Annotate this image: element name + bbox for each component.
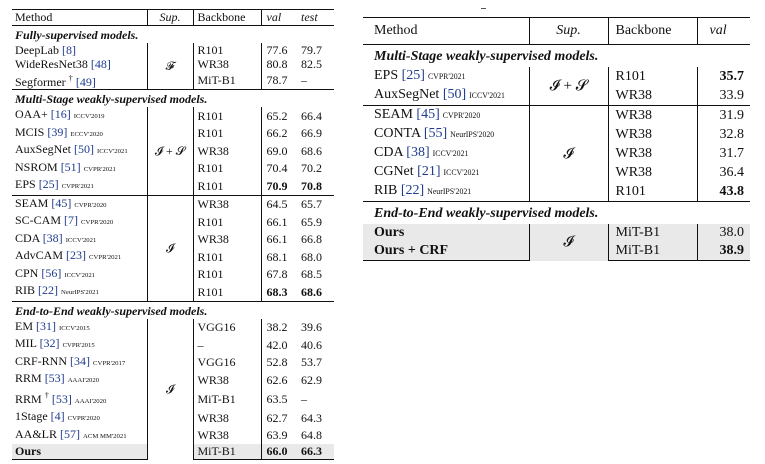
method-name: Ours [15,444,42,458]
citation-link[interactable]: [53] [51,391,72,406]
venue-label: NeurIPS'2020 [450,130,495,139]
method-name: Segformer [15,74,66,89]
venue-label: CVPR'2020 [67,415,100,422]
method-cell [12,43,147,58]
citation-link[interactable]: [39] [47,124,68,139]
backbone-cell: R101 [193,213,261,231]
val-score-cell: 78.7 [261,72,297,90]
backbone-cell: WR38 [608,144,697,163]
val-score-cell: 43.8 [697,182,750,202]
dagger-mark: † [44,390,49,400]
method-cell [12,142,147,160]
test-score-cell: 82.5 [301,57,322,71]
method-name: NSROM [15,159,58,174]
test-score-cell: 65.7 [297,195,334,213]
method-cell [12,107,147,125]
left-header-row [12,10,334,26]
method-name: AA&LR [15,426,57,441]
method-cell [12,160,147,178]
venue-label: ICCV'2021 [97,148,128,155]
method-name: CPN [15,265,39,280]
right-header-sup: Sup. [529,18,608,45]
table-row [12,195,334,213]
test-score-cell: 64.3 [301,410,322,425]
venue-label: CVPR'2021 [61,183,94,190]
backbone-cell: R101 [193,107,261,125]
method-name: MIL [15,336,37,350]
backbone-cell: WR38 [608,125,697,144]
citation-link[interactable]: [8] [61,42,76,57]
method-cell [12,371,147,389]
method-name: EM [15,318,33,333]
citation-link[interactable]: [7] [64,213,79,227]
backbone-cell: R101 [193,283,261,301]
method-name: CDA [15,230,40,245]
test-score-cell: 70.2 [301,161,322,175]
venue-label: ICCV'2015 [59,324,90,332]
venue-label: ECCV'2020 [70,130,103,138]
val-score-cell: 63.9 [261,427,297,445]
backbone-cell: MiT-B1 [193,389,261,410]
val-score-cell: 42.0 [261,336,297,354]
citation-link[interactable]: [55] [423,126,448,141]
backbone-cell: – [193,336,261,354]
method-name: RRM [15,371,42,385]
val-score-cell: 66.2 [261,125,297,143]
method-cell [12,319,147,337]
method-cell [363,67,529,86]
backbone-cell: MiT-B1 [608,224,697,242]
method-cell [12,283,147,301]
val-score-cell: 31.7 [697,144,750,163]
method-name: EPS [15,177,36,191]
backbone-cell: R101 [193,43,261,58]
method-name: DeepLab [15,42,59,57]
method-cell [363,144,529,163]
method-name: EPS [374,68,399,83]
citation-link[interactable]: [56] [41,265,62,280]
method-name: OAA+ [15,107,48,121]
method-name: AdvCAM [15,248,64,262]
val-score-cell: 68.3 [261,283,297,301]
method-cell [12,195,147,213]
backbone-cell: R101 [193,248,261,266]
venue-label: AAAI'2020 [74,397,107,405]
test-score-cell: 68.6 [301,284,322,299]
backbone-cell: MiT-B1 [193,72,261,90]
method-name: AuxSegNet [374,87,440,102]
group-title-row [363,202,750,225]
method-cell [12,444,147,459]
method-cell [363,86,529,106]
venue-label: CVPR'2021 [89,254,122,261]
val-score-cell: 38.9 [697,242,750,261]
test-score-cell: 65.9 [301,214,322,229]
venue-label: ICCV'2019 [73,113,105,120]
method-name: SEAM [374,107,413,122]
method-cell [363,242,529,261]
citation-link[interactable]: [57] [60,426,80,441]
test-score-cell: 68.0 [301,249,322,264]
citation-link[interactable]: [51] [60,159,81,174]
test-score-cell: 40.6 [301,337,322,352]
right-header-method: Method [363,18,529,45]
val-score-cell: 70.4 [261,160,297,178]
venue-label: CVPR'2015 [62,342,95,349]
left-results-table [12,9,334,460]
citation-link[interactable]: [25] [38,177,59,191]
venue-label: AAAI'2020 [67,377,100,384]
group-title: Fully-supervised models. [15,27,139,42]
citation-link[interactable]: [32] [39,336,60,350]
citation-link[interactable]: [50] [74,142,94,156]
test-score-cell: 39.6 [301,320,322,334]
method-cell [12,213,147,231]
group-title: End-to-End weakly-supervised models. [12,301,334,319]
val-score-cell: 62.6 [261,371,297,389]
backbone-cell: R101 [193,177,261,195]
method-name: Ours [374,225,405,240]
method-name: SEAM [15,195,49,210]
citation-link[interactable]: [25] [401,68,425,83]
citation-link[interactable]: [21] [417,164,441,179]
venue-label: NeurIPS'2021 [61,289,99,296]
supervision-cell: 𝓘 [147,195,193,301]
right-header-row [363,18,750,45]
method-name: AuxSegNet [15,142,71,156]
test-score-cell: 79.7 [301,42,322,57]
supervision-cell: 𝓘 + 𝓢 [147,107,193,195]
venue-label: CVPR'2020 [74,201,107,209]
supervision-cell: 𝓘 + 𝓢 [529,67,608,106]
dagger-mark: † [68,73,73,83]
backbone-cell: WR38 [608,163,697,182]
test-score-cell: 70.8 [301,178,322,193]
citation-link[interactable]: [31] [36,318,56,333]
method-cell [363,106,529,126]
method-cell [12,57,147,72]
val-score-cell: 36.4 [697,163,750,182]
venue-label: CVPR'2021 [83,165,116,173]
table-row [12,319,334,337]
test-score-cell: 53.7 [301,355,322,369]
group-title-row [12,25,334,43]
venue-label: ICCV'2021 [469,91,505,100]
method-name: RRM [15,391,42,406]
val-score-cell: 33.9 [697,86,750,106]
method-name: RIB [15,283,36,297]
method-name: Ours + CRF [374,243,449,258]
method-cell [363,125,529,144]
method-name: WideResNet38 [15,57,88,71]
val-score-cell: 69.0 [261,142,297,160]
backbone-cell: WR38 [193,57,261,72]
val-score-cell: 35.7 [697,67,750,86]
method-cell [363,163,529,182]
venue-label: ICCV'2021 [65,236,97,244]
citation-link[interactable]: [4] [50,409,65,423]
backbone-cell: R101 [608,182,697,202]
method-cell [12,125,147,143]
backbone-cell: WR38 [608,86,697,106]
val-score-cell: 63.5 [261,389,297,410]
test-score-cell: 64.8 [301,428,322,442]
backbone-cell: WR38 [608,106,697,126]
right-header-backbone: Backbone [608,18,697,45]
method-cell [12,248,147,266]
supervision-cell: 𝓘 [147,319,193,460]
venue-label: CVPR'2021 [427,72,466,81]
group-title-row [12,301,334,319]
method-name: CRF-RNN [15,353,68,368]
table-row [363,67,750,86]
val-score-cell: 66.1 [261,231,297,249]
val-score-cell: 31.9 [697,106,750,126]
val-score-cell: 68.1 [261,248,297,266]
method-cell [363,224,529,242]
supervision-cell: 𝓕 [147,43,193,90]
citation-link[interactable]: [49] [75,74,96,89]
citation-link[interactable]: [38] [42,230,63,245]
val-score-cell: 80.8 [261,57,297,72]
venue-label: CVPR'2017 [93,359,126,367]
val-score-cell: 77.6 [261,43,297,58]
val-score-cell: 38.0 [697,224,750,242]
backbone-cell: R101 [193,160,261,178]
backbone-cell: VGG16 [193,354,261,372]
supervision-cell: 𝓘 [529,106,608,202]
group-title-row [12,90,334,108]
backbone-cell: WR38 [193,195,261,213]
method-cell [12,427,147,445]
left-header-val: val [261,10,297,26]
group-title-row [363,45,750,68]
method-cell [12,177,147,195]
test-score-cell: 66.9 [301,126,322,140]
test-score-cell: 66.3 [297,444,334,459]
citation-link[interactable]: [16] [50,107,71,121]
backbone-cell: WR38 [193,409,261,427]
backbone-cell: VGG16 [193,319,261,337]
group-title: Multi-Stage weakly-supervised models. [12,90,334,108]
method-name: CGNet [374,164,414,179]
venue-label: NeurIPS'2021 [427,187,472,196]
citation-link[interactable]: [38] [406,145,430,160]
backbone-cell: R101 [193,266,261,284]
val-score-cell: 66.0 [261,444,297,459]
venue-label: ICCV'2021 [432,149,469,158]
left-header-backbone: Backbone [193,10,261,26]
left-header-test: test [297,10,334,26]
venue-label: CVPR'2020 [81,219,114,226]
method-cell [12,72,147,90]
venue-label: ICCV'2021 [443,168,480,177]
method-cell [12,336,147,354]
venue-label: ICCV'2021 [64,271,96,279]
backbone-cell: MiT-B1 [193,444,261,459]
citation-link[interactable]: [22] [400,183,425,198]
backbone-cell: R101 [608,67,697,86]
group-title: End-to-End weakly-supervised models. [363,202,750,225]
backbone-cell: WR38 [193,371,261,389]
val-score-cell: 70.9 [261,177,297,195]
backbone-cell: WR38 [193,142,261,160]
val-score-cell: 38.2 [261,319,297,337]
decorative-dash [481,8,486,9]
method-cell [12,409,147,427]
venue-label: CVPR'2020 [442,111,481,120]
test-score-cell: – [301,391,307,406]
val-score-cell: 67.8 [261,266,297,284]
supervision-cell: 𝓘 [529,224,608,261]
table-row [12,107,334,125]
test-score-cell: 66.4 [301,108,322,123]
citation-link[interactable]: [23] [66,248,87,262]
method-name: 1Stage [15,409,48,423]
backbone-cell: R101 [193,125,261,143]
left-header-method: Method [12,10,147,26]
table-row [363,106,750,126]
method-cell [12,389,147,410]
citation-link[interactable]: [45] [51,195,72,210]
val-score-cell: 65.2 [261,107,297,125]
right-header-val: val [697,18,750,45]
method-cell [12,231,147,249]
val-score-cell: 52.8 [261,354,297,372]
test-score-cell: – [301,73,307,87]
citation-link[interactable]: [22] [38,283,59,297]
citation-link[interactable]: [50] [442,87,467,102]
test-score-cell: 66.8 [301,232,322,246]
test-score-cell: 68.5 [301,267,322,281]
test-score-cell: 68.6 [301,143,322,158]
table-row [12,43,334,58]
citation-link[interactable]: [53] [44,371,65,385]
backbone-cell: WR38 [193,231,261,249]
right-results-table [363,17,750,261]
method-cell [12,354,147,372]
method-name: CONTA [374,126,421,141]
val-score-cell: 62.7 [261,409,297,427]
val-score-cell: 66.1 [261,213,297,231]
backbone-cell: MiT-B1 [608,242,697,261]
backbone-cell: WR38 [193,427,261,445]
method-cell [363,182,529,202]
method-name: CDA [374,145,403,160]
method-name: SC-CAM [15,213,62,227]
test-score-cell: 62.9 [301,372,322,387]
method-cell [12,266,147,284]
method-name: RIB [374,183,398,198]
group-title: Multi-Stage weakly-supervised models. [374,49,599,64]
citation-link[interactable]: [48] [90,57,111,71]
citation-link[interactable]: [34] [70,353,91,368]
citation-link[interactable]: [45] [416,107,440,122]
left-header-sup: Sup. [147,10,193,26]
venue-label: ACM MM'2021 [83,432,127,440]
method-name: MCIS [15,124,45,139]
table-row [363,224,750,242]
val-score-cell: 32.8 [697,125,750,144]
val-score-cell: 64.5 [261,195,297,213]
